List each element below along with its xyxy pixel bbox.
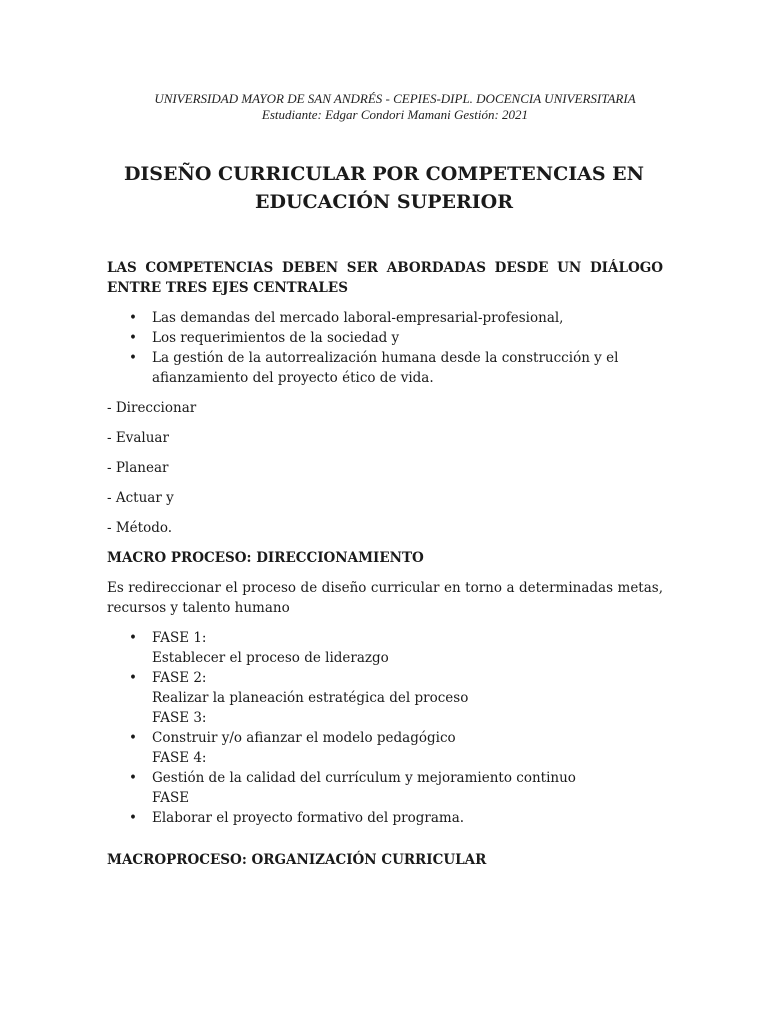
document-body xyxy=(107,258,663,870)
header-institution: UNIVERSIDAD MAYOR DE SAN ANDRÉS - CEPIES-DIPL. DOCENCIA UNIVERSITARIA xyxy=(154,91,636,106)
list-item xyxy=(152,728,663,768)
list-item-main: • FASE 1: xyxy=(152,630,207,646)
list-item xyxy=(152,628,663,668)
list-item xyxy=(152,808,663,828)
list-item-main: • Gestión de la calidad del currículum y mejoramiento continuo xyxy=(152,770,576,786)
fases-bullet-list xyxy=(107,628,663,828)
dash-item: - Método. xyxy=(107,520,173,536)
section-heading-organizacion: MACROPROCESO: ORGANIZACIÓN CURRICULAR xyxy=(107,852,487,868)
dash-list xyxy=(107,398,663,538)
dash-item: - Planear xyxy=(107,460,169,476)
list-item-sub: Realizar la planeación estratégica del proceso xyxy=(152,690,469,706)
list-item-main: • Elaborar el proyecto formativo del programa. xyxy=(152,810,465,826)
list-item-sub: FASE xyxy=(152,790,190,806)
list-item-sub: FASE 4: xyxy=(152,750,207,766)
ejes-bullet-list xyxy=(107,308,663,388)
dash-item: - Evaluar xyxy=(107,430,169,446)
list-item-main: • FASE 2: xyxy=(152,670,207,686)
list-item: • La gestión de la autorrealización humana desde la construcción y el afianzamiento del proyecto ético de vida. xyxy=(152,348,663,388)
direccionamiento-paragraph: Es redireccionar el proceso de diseño curricular en torno a determinadas metas, recursos y talento humano xyxy=(107,580,663,616)
dash-item: - Direccionar xyxy=(107,400,197,416)
document-title xyxy=(0,160,768,216)
list-item: • Las demandas del mercado laboral-empresarial-profesional, xyxy=(152,308,663,328)
title-line-2: EDUCACIÓN SUPERIOR xyxy=(254,191,513,213)
header-student: Estudiante: Edgar Condori Mamani Gestión: 2021 xyxy=(261,107,529,122)
list-item xyxy=(152,668,663,728)
list-item xyxy=(152,768,663,808)
title-line-1: DISEÑO CURRICULAR POR COMPETENCIAS EN xyxy=(123,163,645,185)
list-item-main: • Construir y/o afianzar el modelo pedagógico xyxy=(152,730,456,746)
list-item-sub: Establecer el proceso de liderazgo xyxy=(152,650,389,666)
dash-item: - Actuar y xyxy=(107,490,174,506)
document-header xyxy=(0,91,768,123)
section-heading-direccionamiento: MACRO PROCESO: DIRECCIONAMIENTO xyxy=(107,550,424,566)
section-heading-ejes: LAS COMPETENCIAS DEBEN SER ABORDADAS DESDE UN DIÁLOGO ENTRE TRES EJES CENTRALES xyxy=(107,260,663,296)
list-item-sub: FASE 3: xyxy=(152,710,207,726)
list-item: • Los requerimientos de la sociedad y xyxy=(152,328,663,348)
